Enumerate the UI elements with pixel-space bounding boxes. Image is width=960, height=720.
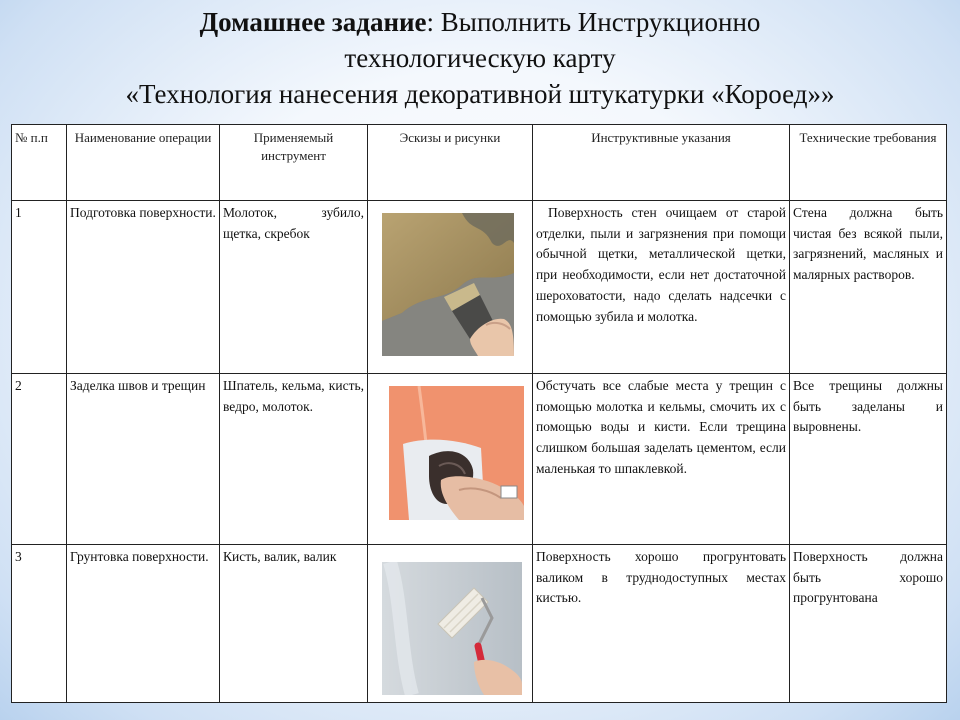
header-num: № п.п [12,125,67,201]
row-num: 1 [12,201,67,374]
title-bold-part: Домашнее задание [199,7,427,37]
title-line-2: технологическую карту [344,43,616,73]
row-sketch [368,374,533,545]
table-row [12,374,947,545]
table-header-row [12,125,947,201]
row-operation: Грунтовка поверхности. [67,545,220,703]
table-row [12,545,947,703]
row-instructions: Обстучать все слабые места у трещин с помощью молотка и кельмы, смочить их с помощью воды и кисти. Если трещина слишком большая заделать цементом, если маленькая то шпаклевкой. [533,374,790,545]
header-instructions: Инструктивные указания [533,125,790,201]
row-requirements: Поверхность должна быть хорошо прогрунтована [790,545,947,703]
title-rest-part: : Выполнить Инструкционно [426,7,761,37]
header-operation: Наименование операции [67,125,220,201]
row-operation: Заделка швов и трещин [67,374,220,545]
row-tool: Шпатель, кельма, кисть, ведро, молоток. [220,374,368,545]
instruction-card-table [11,124,947,703]
priming-roller-photo [382,562,522,695]
title-line-3: «Технология нанесения декоративной штукатурки «Короед»» [125,79,835,109]
row-requirements: Все трещины должны быть заделаны и выровнены. [790,374,947,545]
header-tool: Применяемый инструмент [220,125,368,201]
row-tool: Кисть, валик, валик [220,545,368,703]
table-row [12,201,947,374]
row-operation: Подготовка поверхности. [67,201,220,374]
page-title [0,4,960,112]
row-sketch [368,545,533,703]
wall-scraping-photo [382,213,514,356]
row-num: 3 [12,545,67,703]
header-requirements: Технические требования [790,125,947,201]
row-requirements: Стена должна быть чистая без всякой пыли, загрязнений, масляных и малярных растворов. [790,201,947,374]
row-sketch [368,201,533,374]
row-num: 2 [12,374,67,545]
row-tool: Молоток, зубило, щетка, скребок [220,201,368,374]
title-line-1 [0,4,960,40]
header-sketch: Эскизы и рисунки [368,125,533,201]
row-instructions: Поверхность стен очищаем от старой отделки, пыли и загрязнения при помощи обычной щетки, металлической щетки, при необходимости, если нет достаточной шероховатости, надо сделать надсечки с помощью зубила и молотка. [533,201,790,374]
crack-filling-photo [389,386,524,520]
row-instructions: Поверхность хорошо прогрунтовать валиком в труднодоступных местах кистью. [533,545,790,703]
